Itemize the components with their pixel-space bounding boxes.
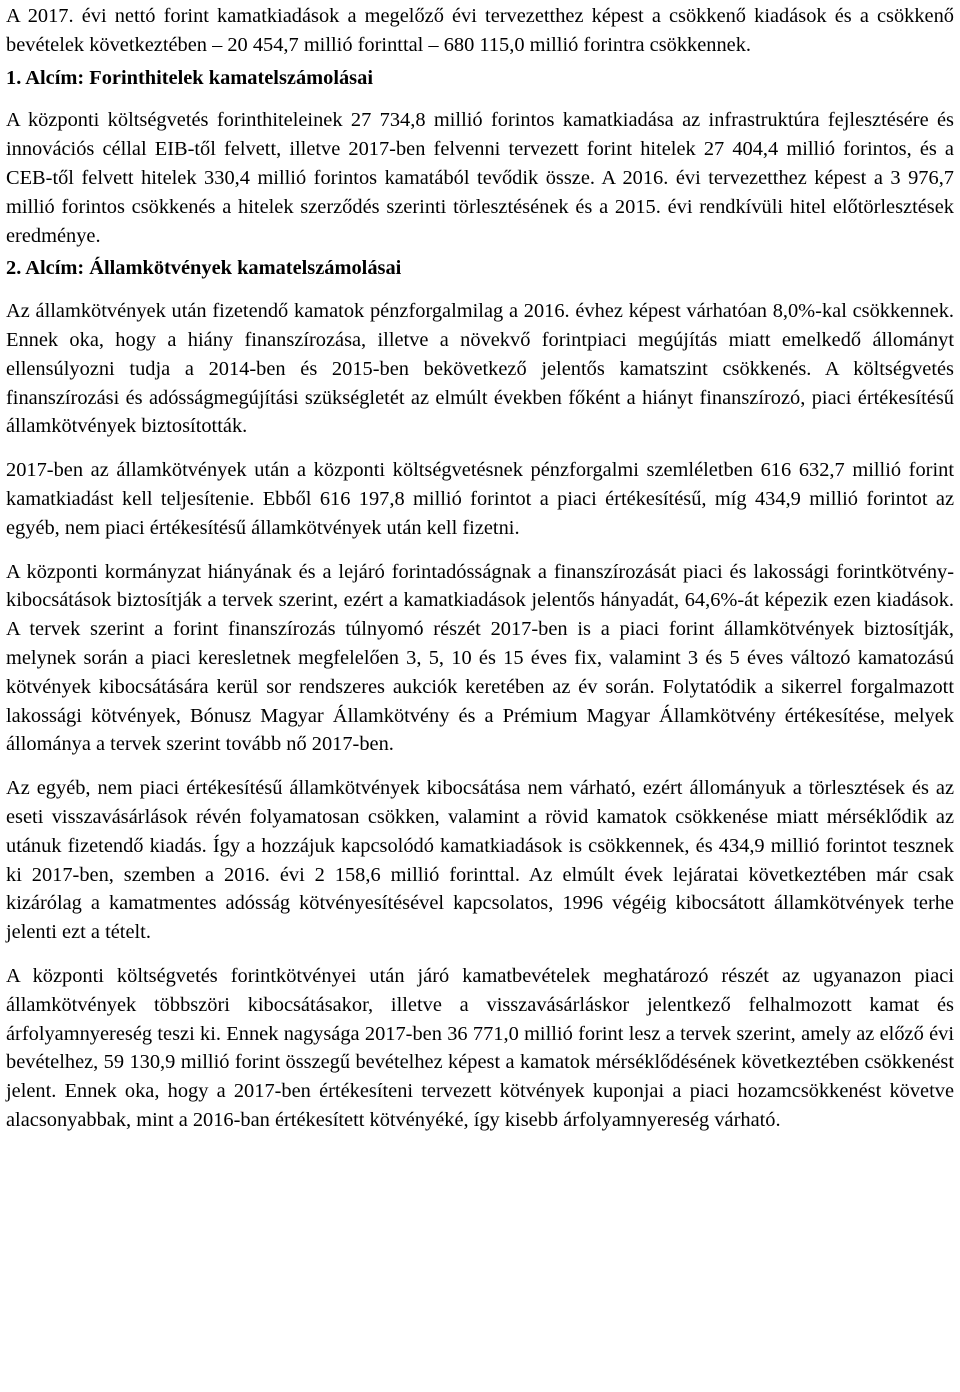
document-page — [6, 2, 954, 1135]
intro-paragraph: A 2017. évi nettó forint kamatkiadások a megelőző évi tervezetthez képest a csökkenő kiadások és a csökkenő bevételek következtében – 20 454,7 millió forinttal – 680 115,0 millió forintra csökkennek. — [6, 5, 954, 56]
paragraph-egyeb-kotvenyek: Az egyéb, nem piaci értékesítésű államkötvények kibocsátása nem várható, ezért állományuk a törlesztések és az eseti visszavásárlások révén folyamatosan csökken, valamint a rövid kamatok csökkenése miatt mérséklődik az utánuk fizetendő kiadás. Így a hozzájuk kapcsolódó kamatkiadások is csökkennek, és 434,9 millió forintot tesznek ki 2017-ben, szemben a 2016. évi 2 158,6 millió forinttal. Az elmúlt évek lejáratai következtében már csak kizárólag a kamatmentes adósság kötvényesítésével kapcsolatos, 1996 végéig kibocsátott államkötvények terhe jelenti ezt a tételt. — [6, 777, 954, 944]
paragraph-allamkotvenyek-kamatok: Az államkötvények után fizetendő kamatok pénzforgalmilag a 2016. évhez képest várhatóan 8,0%-kal csökkennek. Ennek oka, hogy a hiány finanszírozása, illetve a növekvő forintpiaci megújítás miatt emelkedő állományt ellensúlyozni tudja a 2014-ben és 2015-ben bekövetkező jelentős kamatszint csökkenés. A költségvetés finanszírozási és adósságmegújítási szükségletét az elmúlt években főként a hiányt finanszírozó, piaci értékesítésű államkötvények biztosították. — [6, 300, 954, 438]
section-heading-allamkotvenyek: 2. Alcím: Államkötvények kamatelszámolásai — [6, 257, 402, 280]
paragraph-kamatkiadas-2017: 2017-ben az államkötvények után a központi költségvetésnek pénzforgalmi szemléletben 616 632,7 millió forint kamatkiadást kell teljesítenie. Ebből 616 197,8 millió forintot a piaci értékesítésű, míg 434,9 millió forintot az egyéb, nem piaci értékesítésű államkötvények után kell fizetni. — [6, 459, 954, 539]
paragraph-finanszirozas: A központi kormányzat hiányának és a lejáró forintadósságnak a finanszírozását piaci és lakossági forintkötvény-kibocsátások biztosítják a tervek szerint, ezért a kamatkiadások jelentős hányadát, 64,6%-át képezik ezen kiadások. A tervek szerint a forint finanszírozás túlnyomó részét 2017-ben is a piaci forint államkötvények biztosítják, melynek során a piaci keresletnek megfelelően 3, 5, 10 és 15 éves fix, valamint 3 és 5 éves változó kamatozású kötvények kibocsátására kerül sor rendszeres aukciók keretében az év során. Folytatódik a sikerrel forgalmazott lakossági kötvények, Bónusz Magyar Államkötvény és a Prémium Magyar Államkötvény értékesítése, melyek állománya a tervek szerint tovább nő 2017-ben. — [6, 560, 954, 756]
paragraph-forinthitelek: A központi költségvetés forinthiteleinek 27 734,8 millió forintos kamatkiadása az infrastruktúra fejlesztésére és innovációs céllal EIB-től felvett, illetve 2017-ben felvenni tervezett forint hitelek 27 404,4 millió forintos, és a CEB-től felvett hitelek 330,4 millió forintos kamatából tevődik össze. A 2016. évi tervezetthez képest a 3 976,7 millió forintos csökkenés a hitelek szerződés szerinti törlesztésének és a 2015. évi rendkívüli hitel előtörlesztések eredménye. — [6, 109, 954, 247]
paragraph-kamatbevetelek: A központi költségvetés forintkötvényei után járó kamatbevételek meghatározó részét az ugyanazon piaci államkötvények többszöri kibocsátásakor, illetve a visszavásárláskor jelentkező felhalmozott kamat és árfolyamnyereség teszi ki. Ennek nagysága 2017-ben 36 771,0 millió forint lesz a tervek szerint, amely az előző évi bevételhez, 59 130,9 millió forint összegű bevételhez képest a kamatok mérséklődésének következtében csökkenést jelent. Ennek oka, hogy a 2017-ben értékesíteni tervezett kötvények kuponjai a piaci hozamcsökkenést követve alacsonyabbak, mint a 2016-ban értékesített kötvényéké, így kisebb árfolyamnyereség várható. — [6, 964, 954, 1131]
section-heading-forinthitelek: 1. Alcím: Forinthitelek kamatelszámolásai — [6, 66, 373, 89]
